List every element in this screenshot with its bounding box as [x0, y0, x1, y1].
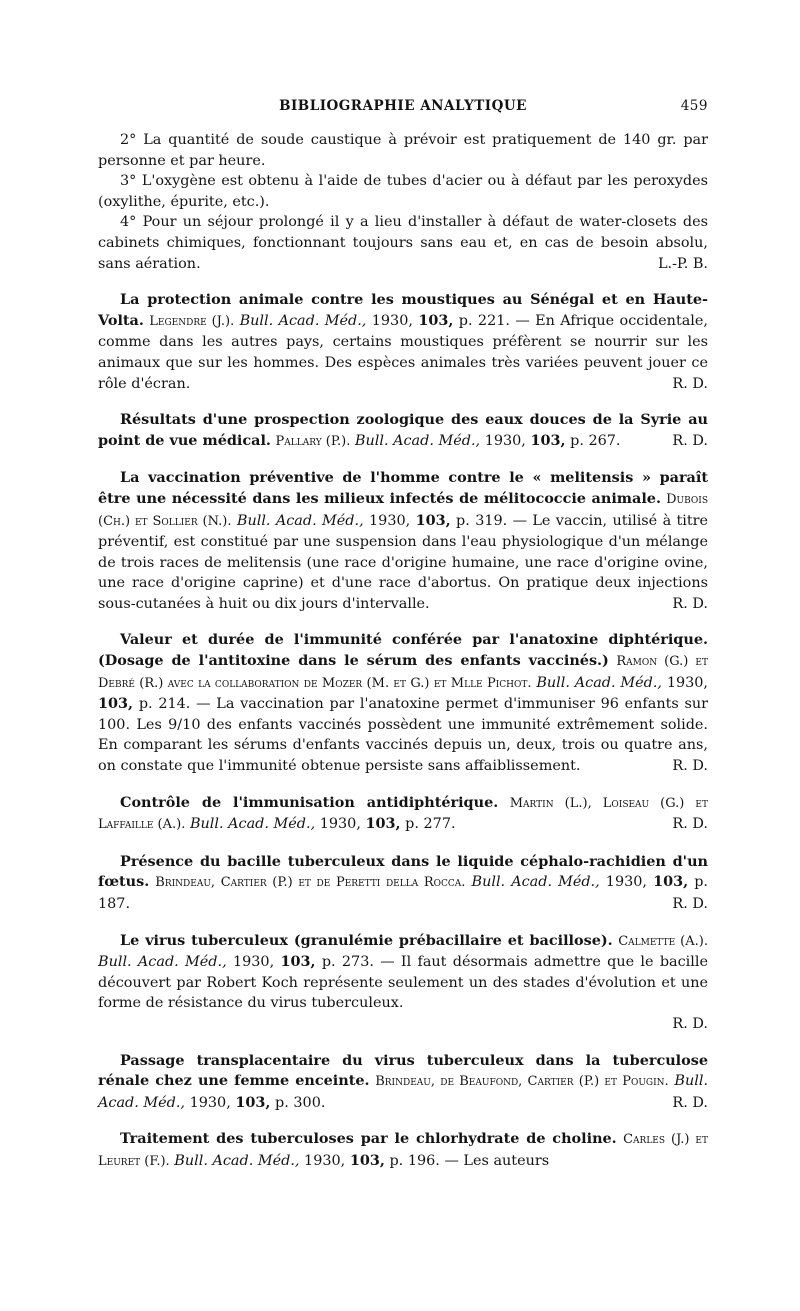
entry-volume: 103, — [418, 311, 454, 329]
entry-authors: Martin (L.), Loiseau (G.) et Laffaille (A.). — [98, 795, 709, 833]
bibliography-entry — [98, 852, 708, 915]
entry-volume: 103, — [530, 431, 566, 449]
entry-year: 1930, — [304, 1152, 346, 1169]
running-header — [98, 98, 708, 122]
entry-text: — Le vaccin, utilisé à titre préventif, est constitué par une suspension dans l'eau physiologique d'un mélange de trois races de melitensis (une race d'origine humaine, une race d'origine ovine, une race d'origine caprine) et d'une race d'abortus. On pratique deux injections sous-cutanées à huit ou dix jours d'intervalle. — [98, 512, 709, 612]
entry-authors: Legendre (J.). — [149, 313, 235, 329]
entry-volume: 103, — [98, 695, 134, 713]
entry-page: p. 300. — [275, 1094, 326, 1111]
entry-authors: Dubois (Ch.) et Sollier (N.). — [98, 491, 708, 529]
entry-title: Présence du bacille tuberculeux dans le liquide céphalo-rachidien d'un fœtus. — [98, 852, 708, 891]
entry-year: 1930, — [605, 874, 647, 891]
entry-volume: 103, — [349, 1151, 385, 1169]
entry-year: 1930, — [371, 312, 413, 329]
entry-page: p. 319. — [456, 512, 508, 529]
entry-title: Passage transplacentaire du virus tuberculeux dans la tuberculose rénale chez une femme enceinte. — [98, 1051, 708, 1090]
entry-volume: 103, — [235, 1093, 271, 1111]
entry-title: Résultats d'une prospection zoologique des eaux douces de la Syrie au point de vue médical. — [98, 411, 708, 449]
signature: R. D. — [672, 896, 708, 912]
entry-authors: Calmette (A.). — [618, 933, 708, 949]
entry-page: p. 214. — [138, 696, 191, 713]
header-title: BIBLIOGRAPHIE ANALYTIQUE — [279, 98, 527, 114]
entry-journal: Bull. Acad. Méd., — [236, 512, 364, 529]
entry-title: Valeur et durée de l'immunité conférée par l'anatoxine diphtérique. (Dosage de l'antitoxine dans le sérum des enfants vaccinés.) — [98, 631, 708, 670]
signature: R. D. — [672, 758, 708, 775]
entry-journal: Bull. Acad. Méd., — [98, 1073, 709, 1111]
bibliography-entry — [98, 1051, 708, 1114]
signature: R. D. — [672, 816, 708, 833]
signature: R. D. — [672, 375, 708, 392]
entry-year: 1930, — [369, 512, 411, 529]
entry-title: Traitement des tuberculoses par le chlorhydrate de choline. — [120, 1130, 617, 1148]
entry-page: p. 277. — [405, 816, 456, 833]
entry-journal: Bull. Acad. Méd., — [471, 874, 600, 891]
entry-journal: Bull. Acad. Méd., — [239, 312, 367, 329]
bibliography-entry — [98, 410, 708, 452]
article-body — [98, 130, 708, 1173]
entry-title: Le virus tuberculeux (granulémie prébacillaire et bacillose). — [120, 931, 613, 949]
entry-page: p. 267. — [570, 432, 621, 449]
entry-page: p. 273. — [321, 954, 374, 971]
entry-text: — Les auteurs — [444, 1152, 550, 1169]
signature: R. D. — [672, 595, 708, 612]
entry-volume: 103, — [653, 873, 689, 891]
entry-year: 1930, — [232, 954, 275, 971]
entry-authors: Brindeau, Cartier (P.) et de Peretti della Rocca. — [155, 875, 466, 891]
intro-point-4-text: 4° Pour un séjour prolongé il y a lieu d'installer à défaut de water-closets des cabinets chimiques, fonctionnant toujours sans eau et, en cas de besoin absolu, sans aération. — [98, 214, 708, 272]
entry-year: 1930, — [319, 816, 361, 833]
entry-journal: Bull. Acad. Méd., — [536, 674, 662, 691]
entry-page: p. 221. — [458, 312, 510, 329]
signature: L.-P. B. — [657, 255, 708, 272]
intro-point-3: 3° L'oxygène est obtenu à l'aide de tubes d'acier ou à défaut par les peroxydes (oxylithe, épurite, etc.). — [98, 173, 708, 210]
entry-text: — En Afrique occidentale, comme dans les autres pays, certains moustiques préfèrent se nourrir sur les animaux que sur les hommes. Des espèces animales très variées peuvent jouer ce rôle d'écran. — [98, 312, 708, 392]
entry-title: La vaccination préventive de l'homme contre le « melitensis » paraît être une nécessité dans les milieux infectés de mélitococcie animale. — [98, 469, 708, 507]
entry-volume: 103, — [365, 815, 401, 833]
bibliography-entry — [98, 793, 708, 836]
entry-journal: Bull. Acad. Méd., — [98, 954, 227, 971]
bibliography-entry — [98, 290, 708, 394]
entry-text: — La vaccination par l'anatoxine permet d'immuniser 96 enfants sur 100. Les 9/10 des enfants vaccinés possèdent une immunité extrêmement solide. En comparant les sérums d'enfants vaccinés depuis un, deux, trois ou quatre ans, on constate que l'immunité obtenue persiste sans affaiblissement. — [98, 696, 709, 775]
entry-journal: Bull. Acad. Méd., — [189, 816, 316, 833]
signature: R. D. — [672, 1094, 708, 1111]
entry-journal: Bull. Acad. Méd., — [354, 432, 481, 449]
entry-title: Contrôle de l'immunisation antidiphtérique. — [120, 793, 499, 811]
entry-title: La protection animale contre les moustiques au Sénégal et en Haute-Volta. — [98, 291, 708, 329]
entry-authors: Ramon (G.) et Debré (R.) avec la collaboration de Mozer (M. et G.) et Mlle Pichot. — [98, 654, 709, 691]
entry-authors: Pallary (P.). — [275, 433, 351, 449]
entry-volume: 103, — [280, 953, 316, 971]
entry-authors: Carles (J.) et Leuret (F.). — [98, 1132, 709, 1169]
signature: R. D. — [672, 1015, 708, 1032]
page — [98, 98, 708, 1173]
bibliography-entry — [98, 630, 708, 776]
bibliography-entry — [98, 931, 708, 1035]
bibliography-entry — [98, 468, 708, 614]
entry-year: 1930, — [189, 1094, 231, 1111]
intro-continuation — [98, 130, 708, 274]
entry-year: 1930, — [484, 432, 526, 449]
page-number: 459 — [680, 98, 708, 114]
entry-page: p. 196. — [389, 1152, 440, 1169]
entry-page: p. 187. — [98, 874, 709, 912]
entry-text: — Il faut désormais admettre que le bacille découvert par Robert Koch représente seulement un des stades d'évolution et une forme de résistance du virus tuberculeux. — [98, 954, 709, 1012]
intro-point-4 — [98, 212, 708, 274]
entry-volume: 103, — [415, 511, 451, 529]
entry-journal: Bull. Acad. Méd., — [174, 1152, 300, 1169]
signature: R. D. — [672, 432, 708, 449]
bibliography-entry — [98, 1129, 708, 1172]
intro-point-2: 2° La quantité de soude caustique à prévoir est pratiquement de 140 gr. par personne et par heure. — [98, 132, 708, 169]
entry-year: 1930, — [666, 674, 709, 691]
entry-authors: Brindeau, de Beaufond, Cartier (P.) et Pougin. — [375, 1074, 669, 1090]
